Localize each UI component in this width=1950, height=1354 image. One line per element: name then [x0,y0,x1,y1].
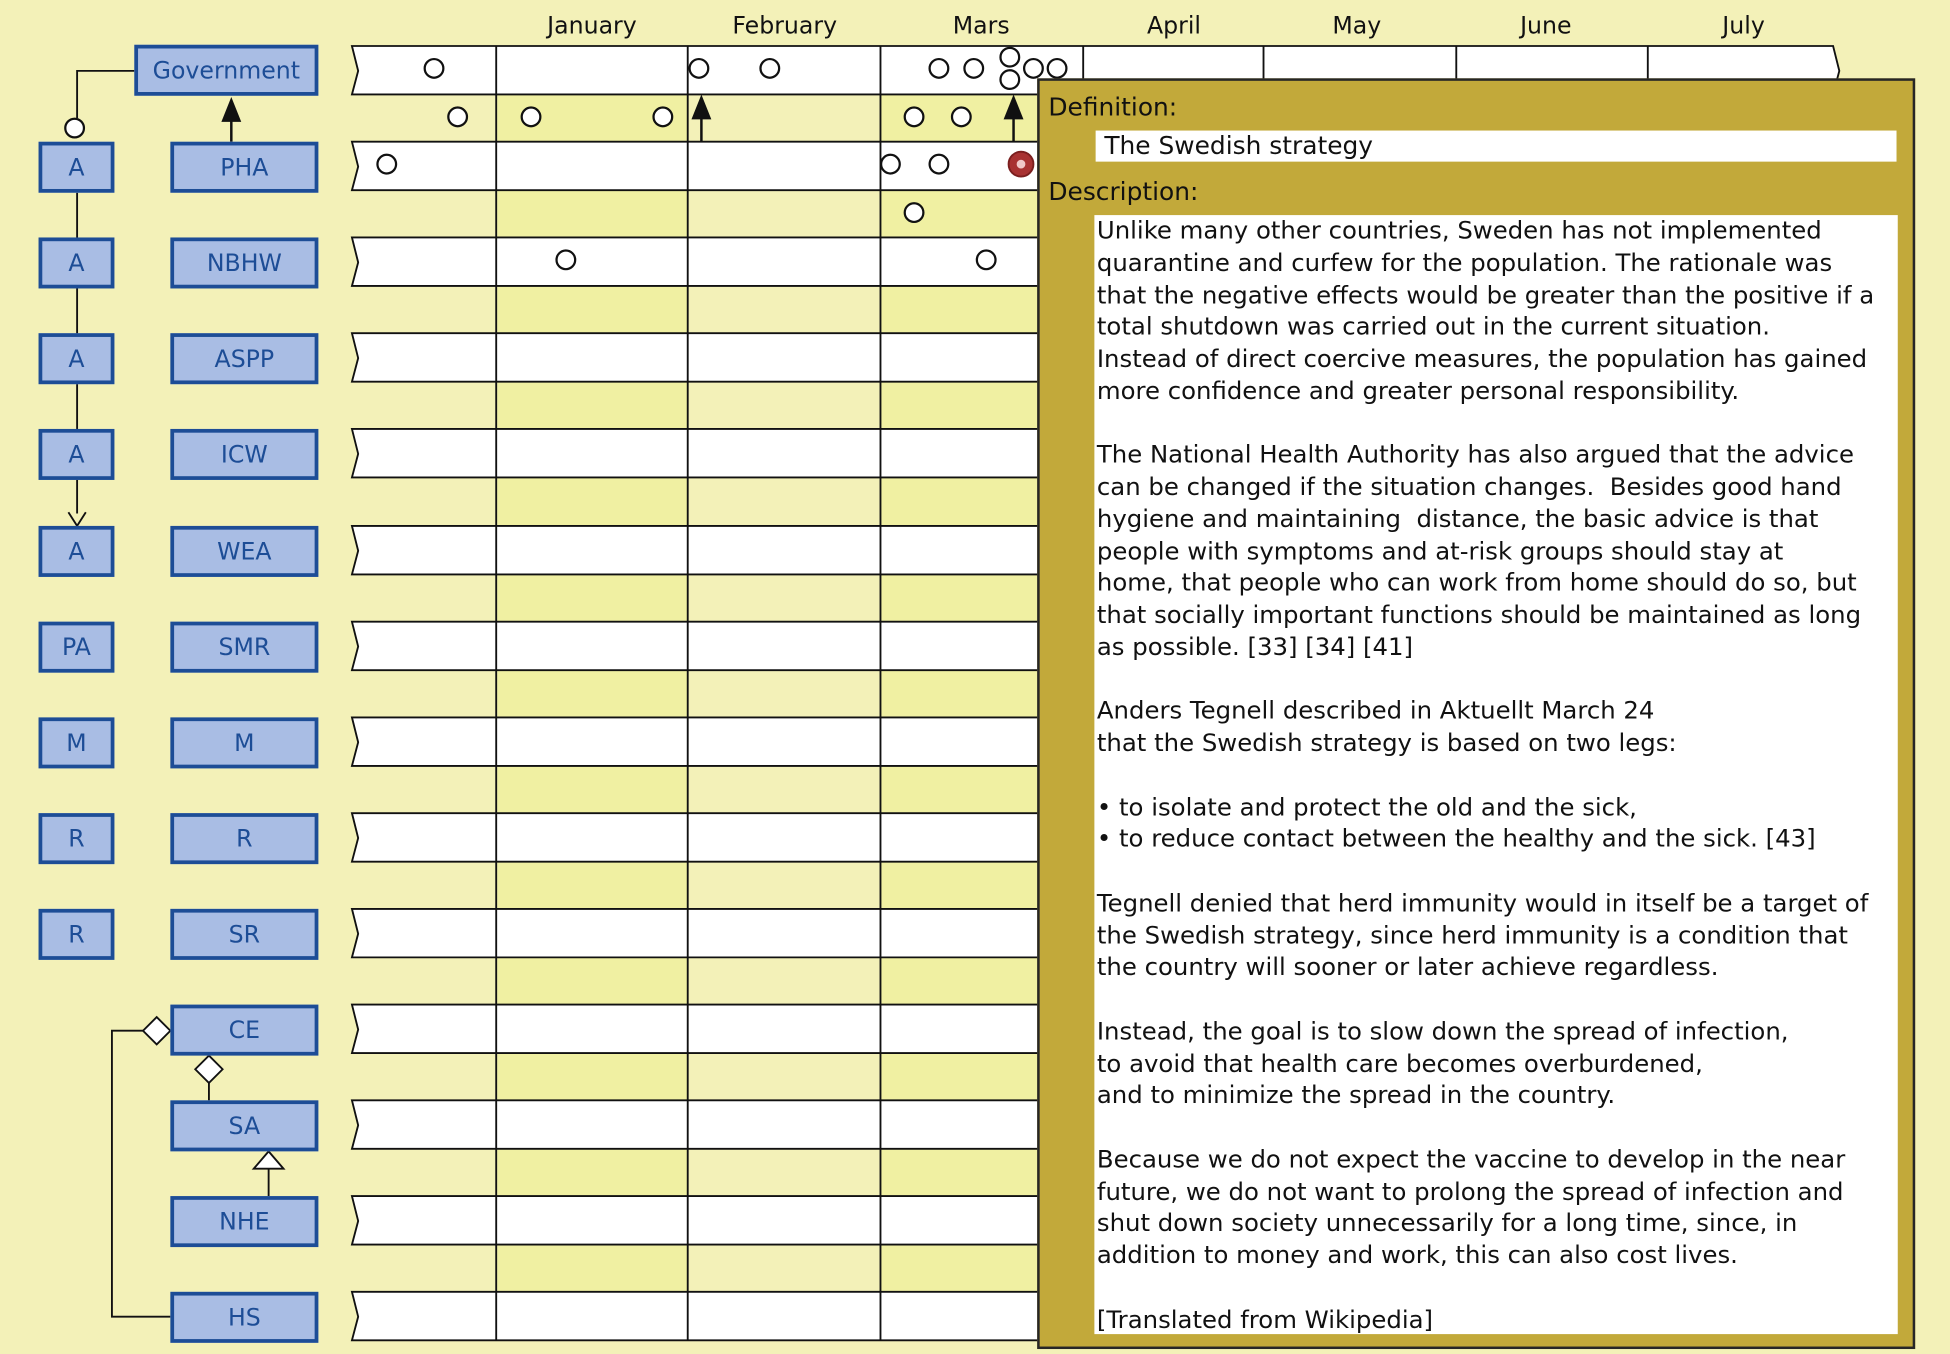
month-january: January [547,12,637,40]
definition-field[interactable]: The Swedish strategy [1096,131,1897,162]
description-line [1094,983,1897,1015]
left-box-a-1[interactable]: A [39,142,115,193]
description-line: addition to money and work, this can also cost lives. [1096,1240,1738,1270]
definition-label: Definition: [1048,92,1178,122]
event-circle [690,59,709,78]
event-circle [930,59,949,78]
event-circle [977,251,996,270]
event-circle [1000,48,1019,67]
left-box-r-2[interactable]: R [39,909,115,960]
connector-circle [65,119,84,138]
aggregation-diamond-sa [195,1056,222,1083]
actor-box-icw[interactable]: ICW [170,429,318,480]
actor-box-smr[interactable]: SMR [170,622,318,673]
event-circle [557,251,576,270]
month-february: February [732,12,838,40]
actor-box-hs[interactable]: HS [170,1292,318,1343]
description-line [1094,1112,1897,1144]
description-line: more confidence and greater personal responsibility. [1096,376,1740,406]
description-line: the Swedish strategy, since herd immunity is a condition that [1096,920,1848,950]
description-field[interactable] [1094,215,1897,1334]
connector-hs-ce [112,1031,170,1317]
actor-box-aspp[interactable]: ASPP [170,333,318,384]
description-line: home, that people who can work from home should do so, but [1096,568,1857,598]
definition-popup[interactable] [1037,78,1915,1349]
event-circle [905,203,924,222]
description-line [1094,407,1897,439]
description-line [1094,759,1897,791]
inheritance-triangle [254,1151,284,1168]
event-circle [930,155,949,174]
description-label: Description: [1048,176,1199,207]
event-circle [654,108,673,127]
actor-box-r[interactable]: R [170,813,318,864]
event-circle [760,59,779,78]
month-april: April [1146,12,1201,40]
description-line: Tegnell denied that herd immunity would in itself be a target of [1096,888,1869,918]
event-circle [522,108,541,127]
actor-box-m[interactable]: M [170,717,318,768]
left-box-pa[interactable]: PA [39,622,115,673]
description-line: as possible. [33] [34] [41] [1096,632,1414,662]
left-box-m[interactable]: M [39,717,115,768]
description-line [1094,1272,1897,1304]
description-line: quarantine and curfew for the population. The rationale was [1096,248,1833,277]
description-line: can be changed if the situation changes. Besides good hand [1096,472,1842,502]
connector-a-arrowhead [68,512,85,526]
actor-box-ce[interactable]: CE [170,1005,318,1056]
description-line: people with symptoms and at-risk groups should stay at [1096,536,1784,566]
description-line [1094,855,1897,887]
actor-box-wea[interactable]: WEA [170,526,318,577]
event-circle [1048,59,1067,78]
left-box-a-2[interactable]: A [39,237,115,288]
event-circle [964,59,983,78]
description-line: Instead, the goal is to slow down the spread of infection, [1096,1016,1789,1046]
event-circle [1000,70,1019,89]
event-arrow-head-0 [691,94,711,119]
month-june: June [1520,12,1572,40]
left-box-a-3[interactable]: A [39,333,115,384]
description-line: future, we do not want to prolong the spread of infection and [1096,1176,1844,1206]
event-circle [425,59,444,78]
description-line: Because we do not expect the vaccine to develop in the near [1096,1144,1846,1174]
event-selected-center [1017,160,1026,169]
description-line: • to reduce contact between the healthy and the sick. [43] [1096,824,1816,854]
description-line: the country will sooner or later achieve regardless. [1096,952,1719,982]
actor-box-nbhw[interactable]: NBHW [170,237,318,288]
description-line [1094,663,1897,695]
actor-box-nhe[interactable]: NHE [170,1196,318,1247]
description-line: Unlike many other countries, Sweden has not implemented [1096,216,1822,245]
event-circle [905,108,924,127]
description-line: total shutdown was carried out in the current situation. [1096,312,1771,341]
description-line: [Translated from Wikipedia] [1096,1304,1434,1334]
event-circle [1024,59,1043,78]
description-line: that socially important functions should be maintained as long [1096,600,1862,630]
actor-box-pha[interactable]: PHA [170,142,318,193]
connector-government [77,71,134,118]
description-line: that the Swedish strategy is based on two legs: [1096,728,1677,758]
left-box-a-4[interactable]: A [39,429,115,480]
month-mars: Mars [952,12,1010,40]
description-line: to avoid that health care becomes overburdened, [1096,1048,1703,1078]
left-box-r-1[interactable]: R [39,813,115,864]
description-line: and to minimize the spread in the country. [1096,1080,1616,1110]
description-line: hygiene and maintaining distance, the basic advice is that [1096,504,1819,534]
description-line: Instead of direct coercive measures, the population has gained [1096,344,1868,374]
description-line: that the negative effects would be greater than the positive if a [1096,280,1875,309]
aggregation-diamond-ce [143,1017,170,1044]
description-line: The National Health Authority has also argued that the advice [1096,440,1854,470]
event-circle [448,108,467,127]
event-circle [881,155,900,174]
actor-box-government[interactable]: Government [134,45,318,96]
month-july: July [1722,12,1765,40]
description-line: Anders Tegnell described in Aktuellt March 24 [1096,696,1655,726]
actor-box-sr[interactable]: SR [170,909,318,960]
pha-arrow-head [221,97,241,122]
event-circle [377,155,396,174]
event-circle [952,108,971,127]
description-line: • to isolate and protect the old and the sick, [1096,792,1637,822]
actor-box-sa[interactable]: SA [170,1100,318,1151]
description-line: shut down society unnecessarily for a long time, since, in [1096,1208,1798,1238]
month-may: May [1332,12,1382,40]
left-box-a-5[interactable]: A [39,526,115,577]
